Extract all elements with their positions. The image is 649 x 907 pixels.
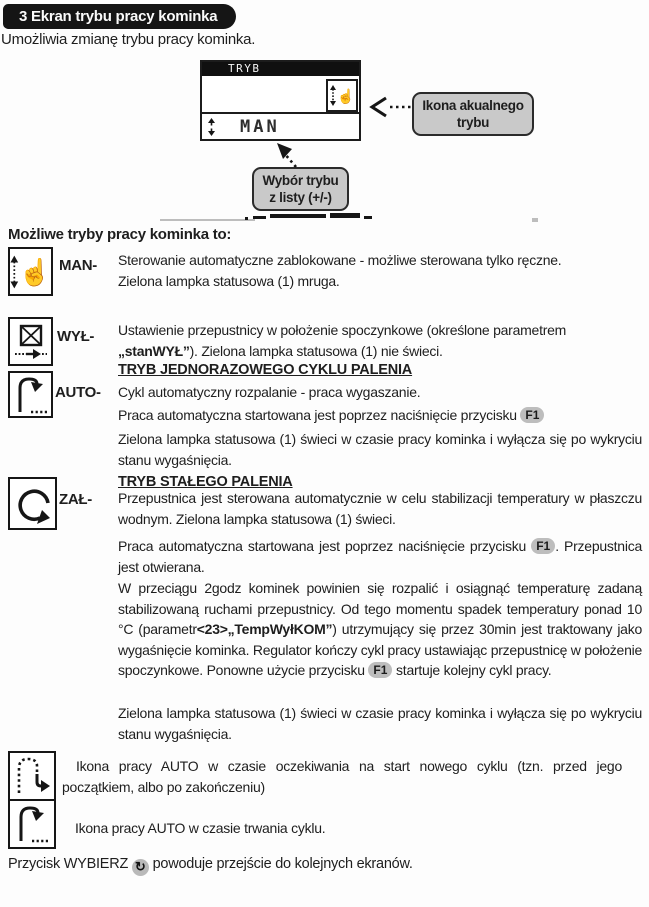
auto-green-lamp-text: Zielona lampka statusowa (1) świeci w czasie pracy kominka i wyłącza się po wykryciu stanu wygaśnięcia.	[118, 431, 642, 468]
cycle-arc-arrow-icon	[15, 805, 49, 843]
wyl-description-line2	[118, 341, 642, 362]
auto-mode-icon	[8, 371, 53, 418]
dashed-arc-arrow-icon	[13, 756, 51, 796]
footer-post: powoduje przejście do kolejnych ekranów.	[148, 856, 413, 872]
wyl-description-line1: Ustawienie przepustnicy w położenie spoczynkowe (określone parametrem	[118, 322, 567, 338]
param-temp-bold: <23>„TempWyłKOM”	[196, 621, 333, 637]
hand-pointer-icon: ☝	[18, 256, 51, 287]
footer-pre: Przycisk WYBIERZ	[8, 856, 132, 872]
f1-key-badge: F1	[531, 538, 555, 554]
scan-artifact	[160, 219, 255, 221]
man-description-line2: Zielona lampka statusowa (1) mruga.	[118, 273, 340, 289]
footer-note	[8, 856, 413, 876]
updown-dashed-arrow-icon	[10, 253, 19, 291]
auto-running-text: Ikona pracy AUTO w czasie trwania cyklu.	[75, 820, 326, 836]
f1-key-badge: F1	[368, 662, 392, 678]
wyl-mode-icon	[8, 317, 53, 366]
intro-text: Umożliwia zmianę trybu pracy kominka.	[1, 31, 256, 48]
scan-artifact	[330, 213, 360, 218]
auto-running-icon	[8, 799, 56, 849]
callout-arrows	[0, 55, 649, 215]
zal-p3-mid: ) utrzymujący się przez 30min jest traktowany jako wygaśnięcie kominka. Regulator kończy cykl pracy ustawiając przepustnicę w położenie spoczynkowe. Ponowne użycie przycisku	[118, 621, 643, 678]
zal-paragraph-2	[118, 536, 642, 577]
auto-start-pre: Praca automatyczna startowana jest poprzez naciśnięcie przycisku	[118, 407, 521, 423]
zal-paragraph-1: Przepustnica jest sterowana automatycznie w celu stabilizacji temperatury w płaszczu wodnym. Zielona lampka statusowa (1) świeci.	[118, 490, 642, 527]
man-mode-icon	[8, 247, 53, 296]
crossed-box-rest-position-icon	[14, 323, 48, 361]
man-description-line1: Sterowanie automatyczne zablokowane - możliwe sterowana tylko ręczne.	[118, 252, 562, 268]
scan-artifact	[364, 216, 372, 219]
auto-description-line1: Cykl automatyczny rozpalanie - praca wygaszanie.	[118, 384, 421, 400]
select-button-icon: ↻	[132, 859, 149, 876]
zal-p3-pre: W przeciągu 2godz kominek powinien się rozpalić i osiągnąć temperaturę zadaną stabilizowaną ruchami przepustnicy. Od tego momentu spadek temperatury ponad 10 °C (parametr	[118, 580, 642, 637]
constant-burning-heading: TRYB STAŁEGO PALENIA	[118, 474, 293, 490]
scan-artifact	[245, 217, 248, 220]
scan-artifact	[532, 218, 538, 222]
cycle-arc-arrow-icon	[14, 376, 48, 414]
auto-start-text	[118, 405, 544, 426]
callout-mode-select: Wybór trybu z listy (+/-)	[252, 167, 349, 211]
zal-paragraph-3	[118, 578, 642, 681]
zal-mode-icon	[8, 477, 57, 530]
zal-paragraph-4: Zielona lampka statusowa (1) świeci w czasie pracy kominka i wyłącza się po wykryciu stanu wygaśnięcia.	[118, 705, 642, 742]
scan-artifact	[270, 214, 326, 218]
zal-p2-post: . Przepustnica jest otwierana.	[118, 538, 642, 575]
circular-arrow-icon	[13, 482, 53, 526]
auto-mode-label: AUTO-	[55, 384, 101, 401]
scan-artifact	[253, 216, 266, 219]
wyl-mode-label: WYŁ-	[57, 328, 95, 345]
callout-current-mode-icon: Ikona akualnego trybu	[412, 92, 534, 136]
lcd-mode-value: MAN	[240, 116, 280, 137]
man-mode-label: MAN-	[59, 257, 97, 274]
f1-key-badge: F1	[520, 407, 544, 423]
section-title-badge: 3 Ekran trybu pracy kominka	[3, 4, 236, 29]
hand-pointer-icon: ☝	[337, 87, 355, 104]
single-cycle-heading: TRYB JEDNORAZOWEGO CYKLU PALENIA	[118, 362, 413, 378]
wyl-line2-rest: ). Zielona lampka statusowa (1) nie świeci.	[189, 343, 443, 359]
zal-p3-post: startuje kolejny cykl pracy.	[392, 662, 552, 678]
modes-section-heading: Możliwe tryby pracy kominka to:	[8, 226, 232, 243]
auto-waiting-icon	[8, 751, 56, 801]
auto-waiting-text: Ikona pracy AUTO w czasie oczekiwania na start nowego cyklu (tzn. przed jego początkiem, albo po zakończeniu)	[62, 758, 622, 795]
zal-mode-label: ZAŁ-	[59, 491, 92, 508]
lcd-screen-title: TRYB	[202, 62, 359, 76]
zal-p2-pre: Praca automatyczna startowana jest poprzez naciśnięcie przycisku	[118, 538, 532, 554]
param-name-bold: „stanWYŁ”	[118, 343, 190, 359]
